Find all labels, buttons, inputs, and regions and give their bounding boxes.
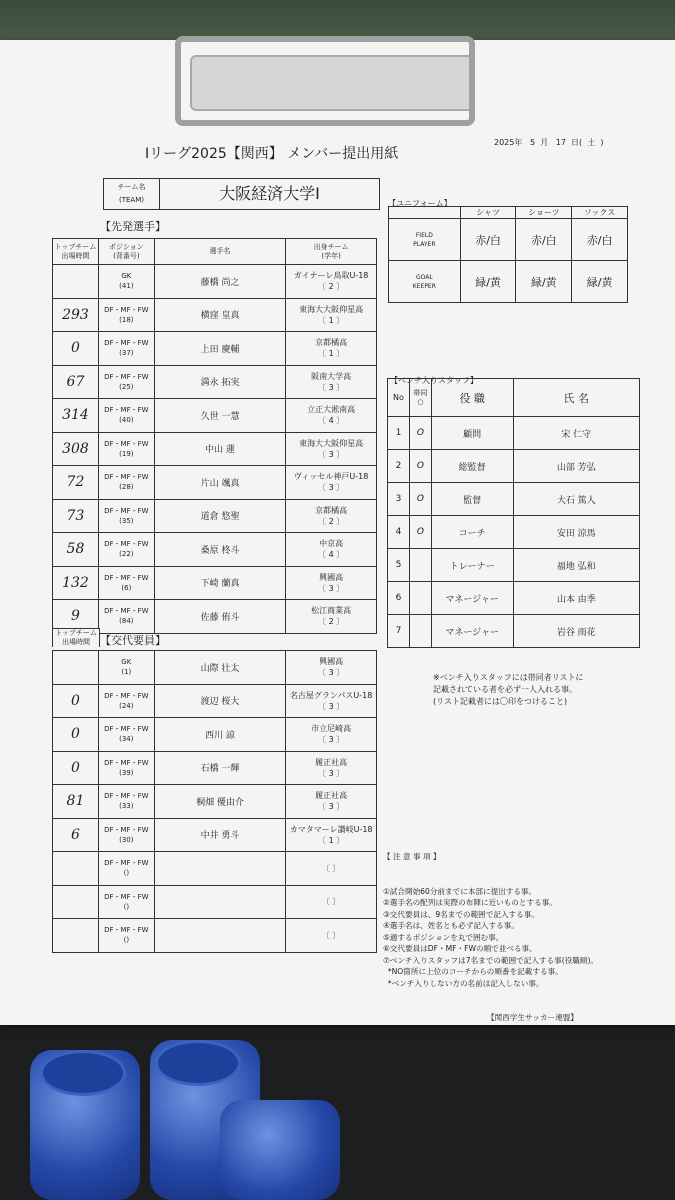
jersey-number: () [123, 902, 130, 911]
staff-name[interactable]: 安田 涼馬 [513, 516, 639, 549]
play-time[interactable] [53, 919, 99, 953]
origin-team-cell[interactable] [286, 852, 377, 886]
origin-team: 名古屋グランパスU-18 [289, 690, 373, 700]
staff-header-accompany: 帯同 ○ [409, 379, 431, 417]
note-item: *NO箇所に上位のコーチからの順番を記載する事。 [383, 967, 563, 976]
notes-title: 【 注 意 事 項 】 [383, 852, 441, 861]
staff-role[interactable]: 顧問 [431, 417, 513, 450]
uniform-color[interactable]: 赤/白 [460, 219, 516, 261]
team-label-en: (TEAM) [119, 196, 144, 204]
staff-name[interactable]: 山本 由季 [513, 582, 639, 615]
origin-team-cell[interactable] [286, 718, 377, 752]
jersey-number: (35) [119, 516, 134, 525]
grade: 〔 3 〕 [318, 483, 345, 493]
uniform-section-title: 【ユニフォーム】 [388, 199, 452, 208]
origin-team-cell[interactable] [286, 785, 377, 819]
staff-role[interactable]: マネージャー [431, 615, 513, 648]
uniform-row [389, 261, 628, 303]
player-name[interactable]: 佐藤 侑斗 [154, 600, 286, 634]
position-options: DF・MF・FW [104, 691, 149, 700]
grade: 〔 1 〕 [318, 835, 345, 845]
play-time[interactable] [53, 885, 99, 919]
jersey-number: (41) [119, 282, 134, 291]
team-name-box [103, 178, 380, 210]
position-options: DF・MF・FW [104, 607, 149, 616]
team-name: 大阪経済大学Ⅰ [219, 184, 320, 203]
position-cell[interactable] [98, 566, 154, 600]
play-time[interactable] [53, 265, 99, 299]
player-name[interactable]: 桑原 柊斗 [154, 533, 286, 567]
staff-name[interactable]: 大石 篤人 [513, 483, 639, 516]
staff-no: 3 [388, 483, 410, 516]
origin-team: 阪南大学高 [311, 371, 352, 381]
staff-row [388, 417, 640, 450]
position-cell[interactable] [98, 751, 154, 785]
subs-table [52, 650, 377, 953]
player-name[interactable]: 渡辺 桜大 [154, 684, 286, 718]
player-row [53, 651, 377, 685]
staff-name[interactable]: 福地 弘和 [513, 549, 639, 582]
origin-team-cell[interactable] [286, 432, 377, 466]
grade: 〔 1 〕 [318, 315, 345, 325]
staff-name[interactable]: 岩谷 雨花 [513, 615, 639, 648]
player-row [53, 718, 377, 752]
player-name[interactable]: 石橋 一輝 [154, 751, 286, 785]
position-cell[interactable] [98, 785, 154, 819]
staff-header-role: 役 職 [431, 379, 513, 417]
position-options: GK [121, 272, 132, 281]
position-options: DF・MF・FW [104, 573, 149, 582]
organizer: 【関西学生サッカー連盟】 [487, 1013, 578, 1022]
grade: 〔 3 〕 [318, 449, 345, 459]
jersey-number: (18) [119, 315, 134, 324]
grade: 〔 3 〕 [318, 768, 345, 778]
jersey-number: (40) [119, 416, 134, 425]
starters-table [52, 238, 377, 634]
note-item: ⑤適するポジションを丸で囲む事。 [383, 932, 504, 942]
uniform-table [388, 206, 628, 303]
staff-no: 4 [388, 516, 410, 549]
position-options: DF・MF・FW [104, 473, 149, 482]
player-name[interactable]: 満永 拓実 [154, 365, 286, 399]
note-item: *ベンチ入りしない方の名前は記入しない事。 [383, 978, 544, 988]
staff-row [388, 582, 640, 615]
position-cell[interactable] [98, 600, 154, 634]
player-row [53, 432, 377, 466]
staff-accompany[interactable] [409, 615, 431, 648]
starters-section-title: 【先発選手】 [100, 220, 166, 233]
player-row [53, 365, 377, 399]
position-options: DF・MF・FW [104, 825, 149, 834]
staff-table [387, 378, 640, 648]
jersey-number: (6) [121, 583, 132, 592]
note-item: ①試合開始60分前までに本部に提出する事。 [383, 886, 537, 896]
note-item: ②選手名の配列は実際の布陣に近いものとする事。 [383, 898, 557, 907]
staff-role[interactable]: コーチ [431, 516, 513, 549]
staff-row [388, 615, 640, 648]
player-row [53, 298, 377, 332]
staff-name[interactable]: 山部 芳弘 [513, 450, 639, 483]
player-row [53, 533, 377, 567]
header-player-name: 選手名 [154, 239, 286, 265]
origin-team: 興國高 [319, 657, 344, 667]
play-time[interactable]: 293 [53, 298, 99, 332]
player-name[interactable] [154, 852, 286, 886]
origin-team: 履正社高 [315, 791, 348, 801]
player-row [53, 785, 377, 819]
staff-accompany[interactable]: O [409, 450, 431, 483]
uniform-color[interactable]: 赤/白 [516, 219, 572, 261]
jersey-number: (28) [119, 483, 134, 492]
position-cell[interactable] [98, 399, 154, 433]
position-cell[interactable] [98, 919, 154, 953]
origin-team: 東海大大阪仰星高 [299, 438, 364, 448]
player-row [53, 919, 377, 953]
origin-team-cell[interactable] [286, 751, 377, 785]
player-name[interactable]: 桐畑 優由介 [154, 785, 286, 819]
player-row [53, 818, 377, 852]
position-cell[interactable] [98, 718, 154, 752]
note-item: ⑦ベンチ入りスタッフは7名までの範囲で記入する事(役職順)。 [383, 955, 598, 965]
position-cell[interactable] [98, 432, 154, 466]
origin-team-cell[interactable] [286, 684, 377, 718]
origin-team: 興國高 [319, 572, 344, 582]
staff-no: 6 [388, 582, 410, 615]
staff-header-no: No [388, 379, 410, 417]
origin-team: 京都橘高 [315, 505, 348, 515]
jersey-number: (25) [119, 382, 134, 391]
origin-team-cell[interactable] [286, 265, 377, 299]
sheet-title: Iリーグ2025【関西】 メンバー提出用紙 [145, 146, 399, 162]
player-row [53, 499, 377, 533]
play-time[interactable]: 73 [53, 499, 99, 533]
play-time[interactable]: 0 [53, 751, 99, 785]
staff-no: 2 [388, 450, 410, 483]
player-row [53, 885, 377, 919]
origin-team: ヴィッセル神戸U-18 [293, 472, 369, 482]
staff-accompany[interactable]: O [409, 417, 431, 450]
play-time[interactable]: 67 [53, 365, 99, 399]
origin-team-cell[interactable] [286, 600, 377, 634]
jersey-number: (1) [121, 668, 132, 677]
staff-row [388, 483, 640, 516]
position-options: GK [121, 658, 132, 667]
jersey-number: (39) [119, 768, 134, 777]
origin-team-cell[interactable] [286, 298, 377, 332]
jersey-number: (33) [119, 802, 134, 811]
player-row [53, 751, 377, 785]
header-time: トップチーム 出場時間 [53, 239, 99, 265]
player-row [53, 566, 377, 600]
staff-header-name: 氏 名 [513, 379, 639, 417]
uniform-col-shorts: ショーツ [516, 207, 572, 219]
grade: 〔 3 〕 [318, 802, 345, 812]
position-cell[interactable] [98, 265, 154, 299]
water-bottle [220, 1100, 340, 1200]
origin-team: 立正大淞南高 [307, 405, 356, 415]
staff-no: 7 [388, 615, 410, 648]
staff-accompany[interactable] [409, 582, 431, 615]
player-name[interactable]: 上田 慶輔 [154, 332, 286, 366]
position-options: DF・MF・FW [104, 372, 149, 381]
origin-team-cell[interactable] [286, 919, 377, 953]
header-position: ポジション (背番号) [98, 239, 154, 265]
origin-team-cell[interactable] [286, 399, 377, 433]
play-time[interactable]: 81 [53, 785, 99, 819]
play-time[interactable]: 0 [53, 718, 99, 752]
origin-team-cell[interactable] [286, 651, 377, 685]
staff-accompany[interactable]: O [409, 516, 431, 549]
player-name[interactable]: 横窪 皇真 [154, 298, 286, 332]
player-name[interactable]: 藤橋 尚之 [154, 265, 286, 299]
origin-team: カマタマーレ讃岐U-18 [289, 824, 373, 834]
sheet-date: 2025年 5 月 17 日( 土 ) [494, 138, 604, 147]
position-cell[interactable] [98, 885, 154, 919]
origin-team-cell[interactable] [286, 566, 377, 600]
play-time[interactable]: 314 [53, 399, 99, 433]
origin-team-cell[interactable] [286, 365, 377, 399]
note-item: ④選手名は、姓名とも必ず記入する事。 [383, 921, 519, 930]
staff-no: 1 [388, 417, 410, 450]
position-options: DF・MF・FW [104, 305, 149, 314]
origin-team: ガイナーレ鳥取U-18 [293, 271, 369, 281]
uniform-row-label: FIELD PLAYER [389, 219, 461, 261]
origin-team: 京都橘高 [315, 338, 348, 348]
jersey-number: (37) [119, 349, 134, 358]
bottle-cap [155, 1040, 241, 1086]
origin-team: 東海大大阪仰星高 [299, 304, 364, 314]
position-cell[interactable] [98, 365, 154, 399]
play-time[interactable] [53, 651, 99, 685]
grade: 〔 3 〕 [318, 583, 345, 593]
grade: 〔 3 〕 [318, 701, 345, 711]
position-options: DF・MF・FW [104, 339, 149, 348]
play-time[interactable]: 6 [53, 818, 99, 852]
player-name[interactable]: 山際 壮太 [154, 651, 286, 685]
note-item: ⑥交代要員はDF・MF・FWの順で並べる事。 [383, 944, 537, 953]
staff-note: ※ベンチ入りスタッフには帯同者リストに 記載されている者を必ず一人入れる事。 (リスト記載者には〇印をつけること) [433, 673, 584, 706]
jersey-number: (22) [119, 550, 134, 559]
position-cell[interactable] [98, 332, 154, 366]
play-time[interactable]: 72 [53, 466, 99, 500]
grade: 〔 2 〕 [318, 516, 345, 526]
notes-block [383, 828, 598, 1035]
staff-role[interactable]: 監督 [431, 483, 513, 516]
uniform-color[interactable]: 赤/白 [572, 219, 628, 261]
grade: 〔 3 〕 [318, 382, 345, 392]
player-name[interactable] [154, 885, 286, 919]
staff-section-title: 【ベンチ入りスタッフ】 [390, 376, 478, 385]
origin-team: 履正社高 [315, 757, 348, 767]
uniform-col-shirt: シャツ [460, 207, 516, 219]
staff-no: 5 [388, 549, 410, 582]
jersey-number: (30) [119, 835, 134, 844]
origin-team-cell[interactable] [286, 466, 377, 500]
uniform-row-label: GOAL KEEPER [389, 261, 461, 303]
player-row [53, 466, 377, 500]
position-cell[interactable] [98, 684, 154, 718]
position-cell[interactable] [98, 818, 154, 852]
uniform-row [389, 219, 628, 261]
position-options: DF・MF・FW [104, 540, 149, 549]
grade: 〔 1 〕 [318, 349, 345, 359]
team-label: チーム名 [117, 183, 146, 191]
grade: 〔 2 〕 [318, 617, 345, 627]
position-cell[interactable] [98, 499, 154, 533]
play-time[interactable]: 9 [53, 600, 99, 634]
position-cell[interactable] [98, 466, 154, 500]
origin-team: 市立尼崎高 [311, 724, 352, 734]
uniform-color[interactable]: 緑/黄 [572, 261, 628, 303]
staff-row [388, 549, 640, 582]
staff-role[interactable]: トレーナー [431, 549, 513, 582]
clipboard-clip [175, 36, 475, 126]
grade: 〔 〕 [321, 930, 341, 940]
play-time[interactable]: 58 [53, 533, 99, 567]
uniform-color[interactable]: 緑/黄 [460, 261, 516, 303]
grade: 〔 〕 [321, 897, 341, 907]
position-options: DF・MF・FW [104, 926, 149, 935]
player-row [53, 332, 377, 366]
subs-section-title: 【交代要員】 [100, 634, 166, 647]
play-time[interactable]: 308 [53, 432, 99, 466]
jersey-number: () [123, 869, 130, 878]
origin-team: 松江商業高 [311, 606, 352, 616]
grade: 〔 〕 [321, 863, 341, 873]
position-cell[interactable] [98, 533, 154, 567]
note-item: ③交代要員は、9名までの範囲で記入する事。 [383, 909, 539, 919]
player-row [53, 852, 377, 886]
position-cell[interactable] [98, 852, 154, 886]
origin-team-cell[interactable] [286, 533, 377, 567]
player-name[interactable]: 下崎 蘭真 [154, 566, 286, 600]
staff-row [388, 516, 640, 549]
position-options: DF・MF・FW [104, 406, 149, 415]
player-row [53, 399, 377, 433]
grade: 〔 2 〕 [318, 282, 345, 292]
player-name[interactable]: 中山 蓮 [154, 432, 286, 466]
staff-accompany[interactable]: O [409, 483, 431, 516]
staff-role[interactable]: 総監督 [431, 450, 513, 483]
play-time[interactable]: 0 [53, 684, 99, 718]
staff-role[interactable]: マネージャー [431, 582, 513, 615]
jersey-number: (34) [119, 735, 134, 744]
grade: 〔 3 〕 [318, 735, 345, 745]
staff-name[interactable]: 宋 仁守 [513, 417, 639, 450]
jersey-number: (19) [119, 449, 134, 458]
player-name[interactable]: 西川 諒 [154, 718, 286, 752]
position-cell[interactable] [98, 651, 154, 685]
jersey-number: () [123, 936, 130, 945]
player-name[interactable]: 片山 颯真 [154, 466, 286, 500]
origin-team-cell[interactable] [286, 332, 377, 366]
origin-team-cell[interactable] [286, 499, 377, 533]
player-name[interactable]: 久世 一慧 [154, 399, 286, 433]
uniform-col-socks: ソックス [572, 207, 628, 219]
jersey-number: (24) [119, 701, 134, 710]
position-options: DF・MF・FW [104, 792, 149, 801]
play-time[interactable] [53, 852, 99, 886]
uniform-color[interactable]: 緑/黄 [516, 261, 572, 303]
position-options: DF・MF・FW [104, 506, 149, 515]
player-row [53, 600, 377, 634]
grade: 〔 4 〕 [318, 416, 345, 426]
origin-team-cell[interactable] [286, 818, 377, 852]
player-name[interactable]: 道倉 悠聖 [154, 499, 286, 533]
player-row [53, 265, 377, 299]
position-options: DF・MF・FW [104, 859, 149, 868]
position-options: DF・MF・FW [104, 892, 149, 901]
grade: 〔 4 〕 [318, 550, 345, 560]
play-time[interactable]: 0 [53, 332, 99, 366]
position-options: DF・MF・FW [104, 439, 149, 448]
jersey-number: (84) [119, 617, 134, 626]
position-cell[interactable] [98, 298, 154, 332]
player-name[interactable]: 中井 勇斗 [154, 818, 286, 852]
origin-team: 中京高 [319, 539, 344, 549]
play-time[interactable]: 132 [53, 566, 99, 600]
origin-team-cell[interactable] [286, 885, 377, 919]
grade: 〔 3 〕 [318, 668, 345, 678]
subs-header-time: トップチーム 出場時間 [52, 628, 100, 647]
position-options: DF・MF・FW [104, 758, 149, 767]
player-row [53, 684, 377, 718]
position-options: DF・MF・FW [104, 725, 149, 734]
bottle-cap [40, 1050, 126, 1096]
header-origin-team: 出身チーム (学年) [286, 239, 377, 265]
staff-row [388, 450, 640, 483]
staff-accompany[interactable] [409, 549, 431, 582]
player-name[interactable] [154, 919, 286, 953]
